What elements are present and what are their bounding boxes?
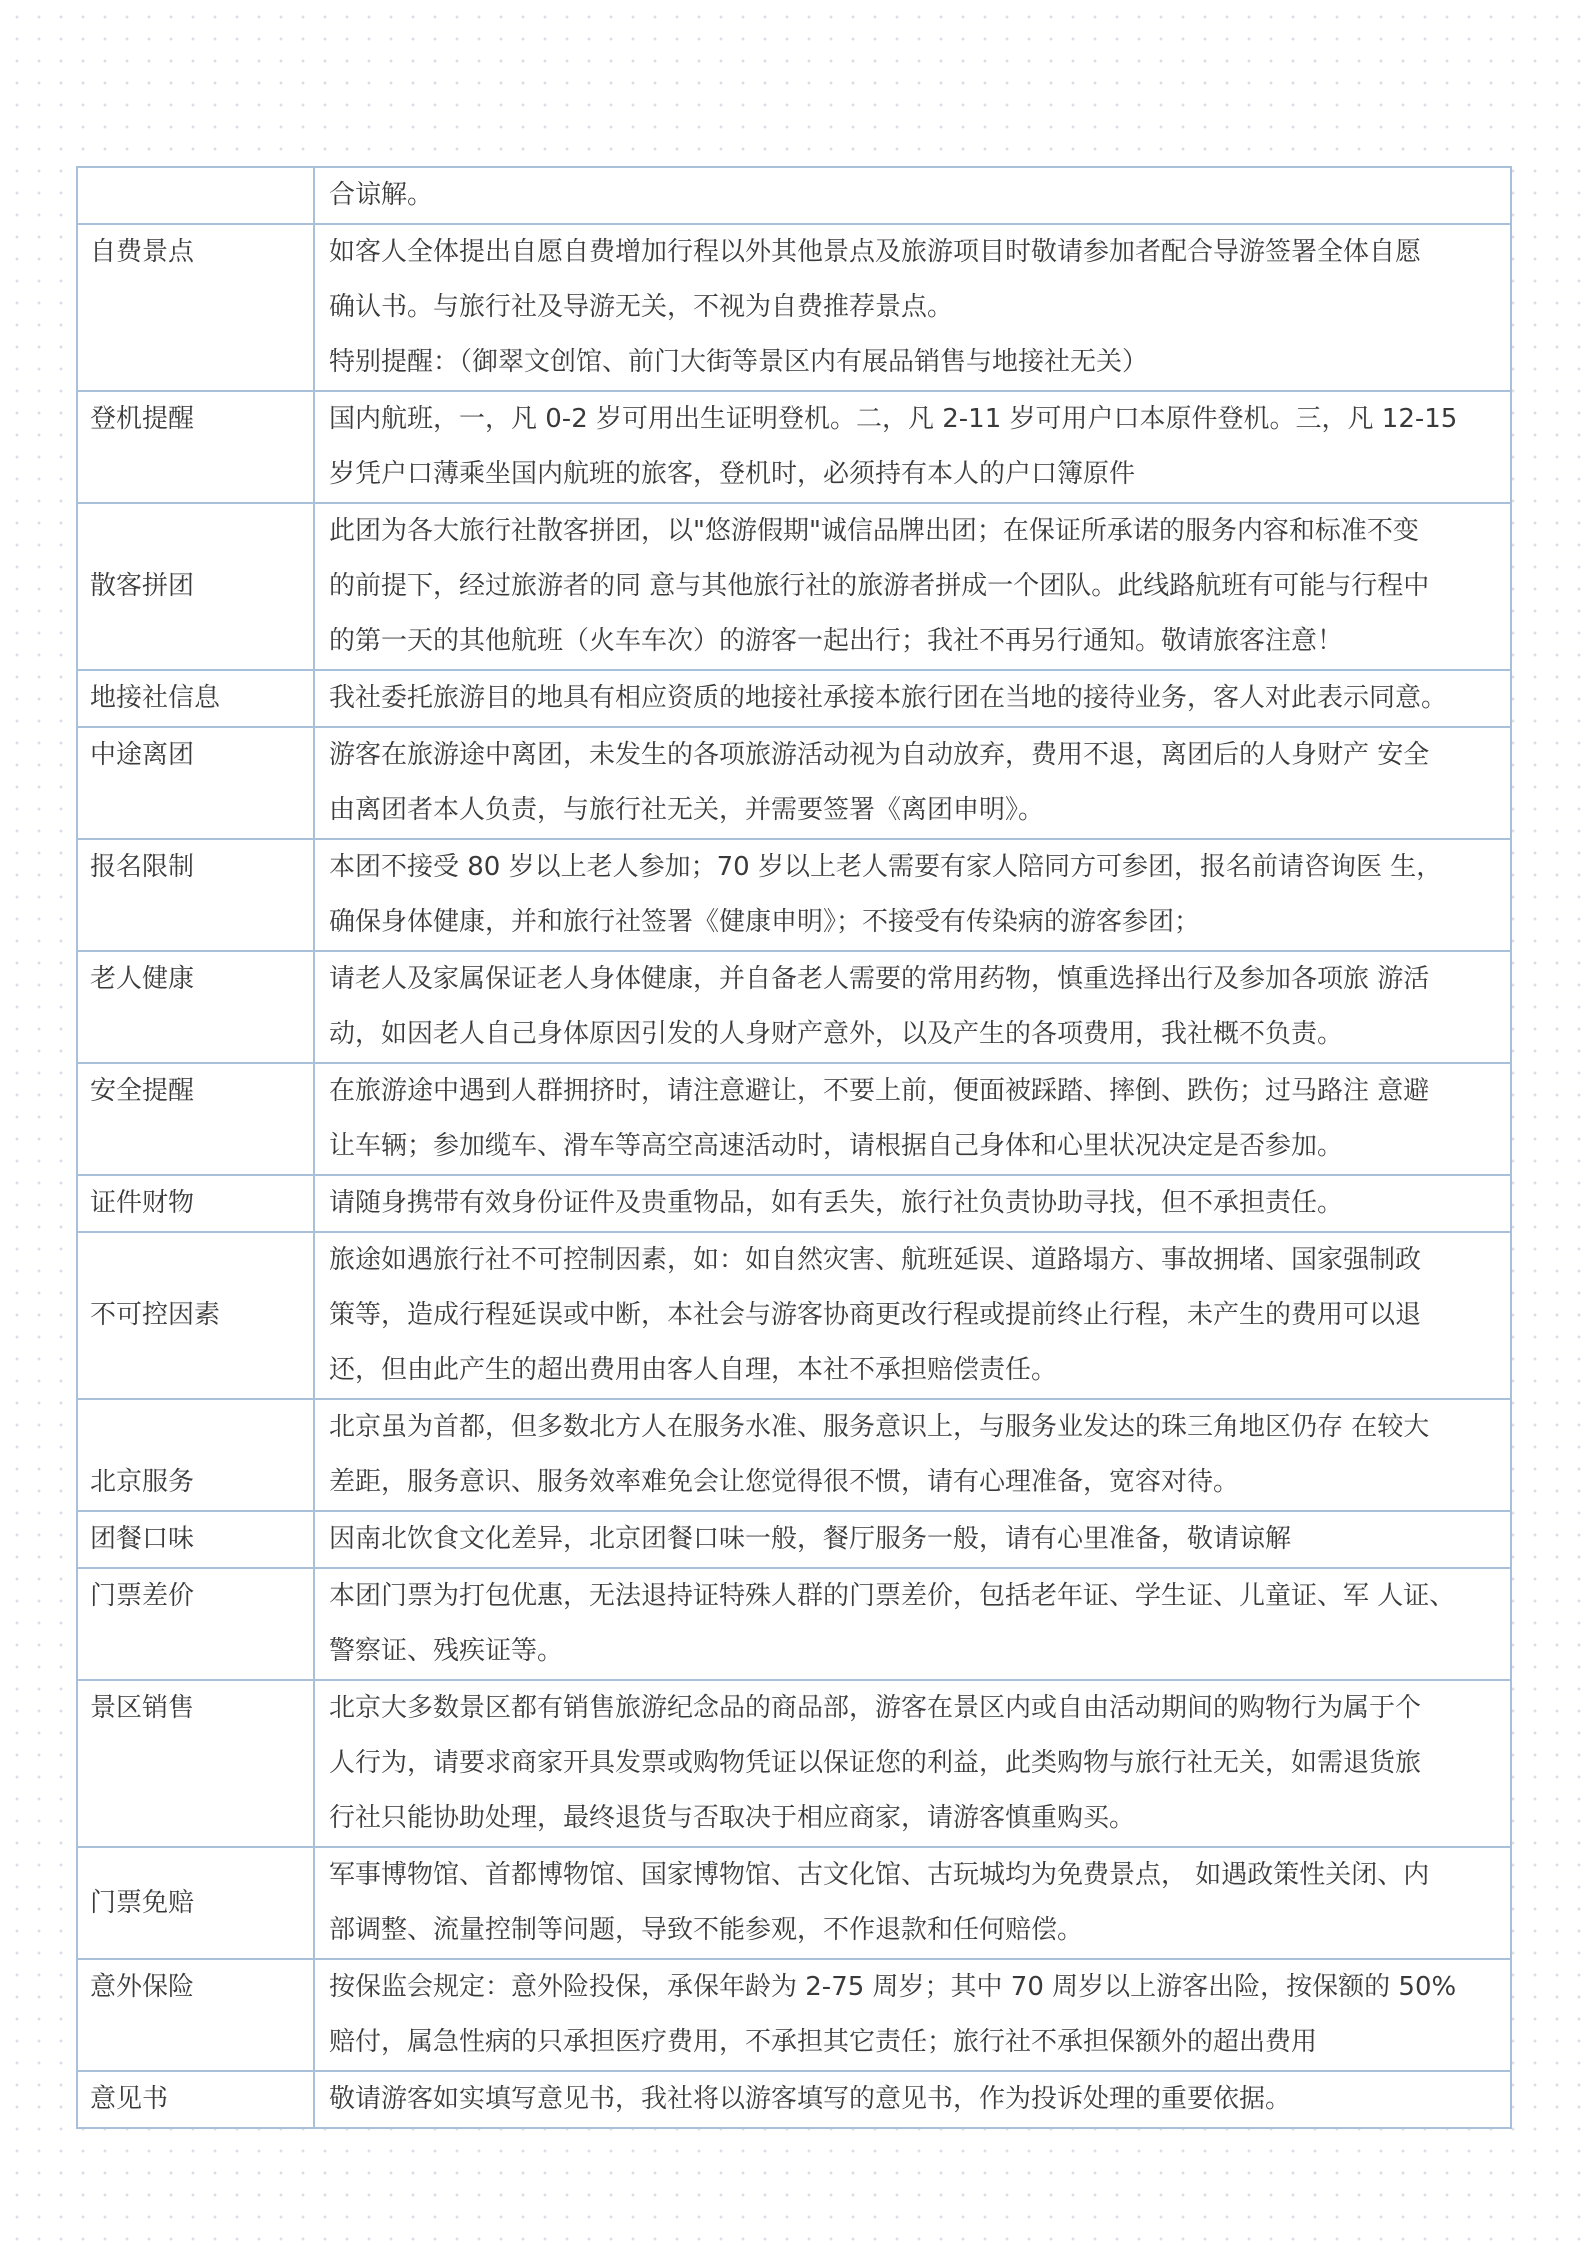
- table-body: [77, 167, 1511, 2128]
- travel-notes-table: [76, 166, 1512, 2129]
- content-line: 请老人及家属保证老人身体健康，并自备老人需要的常用药物，慎重选择出行及参加各项旅 游活: [329, 964, 1430, 994]
- table-row: [77, 391, 1511, 503]
- row-label: 门票差价: [77, 1568, 314, 1680]
- row-label: 老人健康: [77, 951, 314, 1063]
- content-line: 策等，造成行程延误或中断，本社会与游客协商更改行程或提前终止行程，未产生的费用可以退: [329, 1300, 1422, 1330]
- row-content: [314, 839, 1511, 951]
- row-content: [314, 727, 1511, 839]
- row-label: 不可控因素: [77, 1232, 314, 1399]
- content-line: 我社委托旅游目的地具有相应资质的地接社承接本旅行团在当地的接待业务，客人对此表示同意。: [329, 683, 1448, 713]
- content-line: 北京虽为首都，但多数北方人在服务水准、服务意识上，与服务业发达的珠三角地区仍存 在较大: [329, 1412, 1430, 1442]
- row-label: 团餐口味: [77, 1511, 314, 1568]
- row-content: [314, 670, 1511, 727]
- content-line: 的前提下，经过旅游者的同 意与其他旅行社的旅游者拼成一个团队。此线路航班有可能与行程中: [329, 571, 1430, 601]
- row-label: 自费景点: [77, 224, 314, 391]
- table-row: [77, 951, 1511, 1063]
- content-line: 本团不接受 80 岁以上老人参加；70 岁以上老人需要有家人陪同方可参团，报名前请咨询医 生，: [329, 852, 1443, 882]
- row-content: [314, 2071, 1511, 2128]
- row-content: [314, 1847, 1511, 1959]
- content-line: 确认书。与旅行社及导游无关，不视为自费推荐景点。: [329, 292, 954, 322]
- row-content: [314, 1511, 1511, 1568]
- content-line: 让车辆；参加缆车、滑车等高空高速活动时，请根据自己身体和心里状况决定是否参加。: [329, 1131, 1344, 1161]
- content-line: 由离团者本人负责，与旅行社无关，并需要签署《离团申明》。: [329, 795, 1045, 825]
- content-line: 在旅游途中遇到人群拥挤时，请注意避让，不要上前，便面被踩踏、摔倒、跌伤；过马路注 意避: [329, 1076, 1430, 1106]
- content-line: 人行为，请要求商家开具发票或购物凭证以保证您的利益，此类购物与旅行社无关，如需退货旅: [329, 1748, 1422, 1778]
- row-label: 证件财物: [77, 1175, 314, 1232]
- content-line: 部调整、流量控制等问题，导致不能参观，不作退款和任何赔偿。: [329, 1915, 1084, 1945]
- content-line: 警察证、残疾证等。: [329, 1636, 564, 1666]
- content-line: 请随身携带有效身份证件及贵重物品，如有丢失，旅行社负责协助寻找，但不承担责任。: [329, 1188, 1344, 1218]
- content-line: 合谅解。: [329, 180, 434, 210]
- content-line: 特别提醒：（御翠文创馆、前门大街等景区内有展品销售与地接社无关）: [329, 347, 1149, 377]
- row-content: [314, 503, 1511, 670]
- content-line: 岁凭户口薄乘坐国内航班的旅客，登机时，必须持有本人的户口簿原件: [329, 459, 1136, 489]
- table-row: [77, 1847, 1511, 1959]
- content-line: 差距，服务意识、服务效率难免会让您觉得很不惯，请有心理准备，宽容对待。: [329, 1467, 1240, 1497]
- row-content: [314, 1399, 1511, 1511]
- content-line: 还，但由此产生的超出费用由客人自理，本社不承担赔偿责任。: [329, 1355, 1058, 1385]
- row-label: 报名限制: [77, 839, 314, 951]
- table-row: [77, 839, 1511, 951]
- table-row: [77, 670, 1511, 727]
- row-content: [314, 391, 1511, 503]
- content-line: 国内航班，一，凡 0-2 岁可用出生证明登机。二，凡 2-11 岁可用户口本原件登机。三，凡 12-15: [329, 404, 1458, 434]
- table-row: [77, 1680, 1511, 1847]
- row-label: 北京服务: [77, 1399, 314, 1511]
- row-label: 意见书: [77, 2071, 314, 2128]
- content-line: 如客人全体提出自愿自费增加行程以外其他景点及旅游项目时敬请参加者配合导游签署全体自愿: [329, 237, 1422, 267]
- row-label: 意外保险: [77, 1959, 314, 2071]
- content-line: 旅途如遇旅行社不可控制因素，如：如自然灾害、航班延误、道路塌方、事故拥堵、国家强制政: [329, 1245, 1422, 1275]
- content-line: 因南北饮食文化差异，北京团餐口味一般，餐厅服务一般，请有心里准备，敬请谅解: [329, 1524, 1292, 1554]
- row-label: [77, 167, 314, 224]
- content-line: 敬请游客如实填写意见书，我社将以游客填写的意见书，作为投诉处理的重要依据。: [329, 2084, 1292, 2114]
- content-line: 本团门票为打包优惠，无法退持证特殊人群的门票差价，包括老年证、学生证、儿童证、军 人证、: [329, 1581, 1456, 1611]
- row-label: 安全提醒: [77, 1063, 314, 1175]
- row-content: [314, 1680, 1511, 1847]
- row-label: 中途离团: [77, 727, 314, 839]
- content-line: 军事博物馆、首都博物馆、国家博物馆、古文化馆、古玩城均为免费景点， 如遇政策性关闭、内: [329, 1860, 1430, 1890]
- content-line: 按保监会规定：意外险投保，承保年龄为 2-75 周岁；其中 70 周岁以上游客出险，按保额的 50%: [329, 1972, 1457, 2002]
- row-content: [314, 1568, 1511, 1680]
- row-content: [314, 951, 1511, 1063]
- row-label: 散客拼团: [77, 503, 314, 670]
- table-row: [77, 1175, 1511, 1232]
- table-row: [77, 727, 1511, 839]
- row-label: 登机提醒: [77, 391, 314, 503]
- table-row: [77, 503, 1511, 670]
- row-label: 景区销售: [77, 1680, 314, 1847]
- row-content: [314, 167, 1511, 224]
- table-row: [77, 1232, 1511, 1399]
- content-line: 确保身体健康，并和旅行社签署《健康申明》；不接受有传染病的游客参团；: [329, 907, 1201, 937]
- content-line: 的第一天的其他航班（火车车次）的游客一起出行；我社不再另行通知。敬请旅客注意！: [329, 626, 1344, 656]
- content-line: 赔付，属急性病的只承担医疗费用，不承担其它责任；旅行社不承担保额外的超出费用: [329, 2027, 1318, 2057]
- table-row: [77, 1399, 1511, 1511]
- table-row: [77, 2071, 1511, 2128]
- table-row: [77, 167, 1511, 224]
- row-content: [314, 1959, 1511, 2071]
- table-row: [77, 1511, 1511, 1568]
- content-line: 游客在旅游途中离团，未发生的各项旅游活动视为自动放弃，费用不退，离团后的人身财产 安全: [329, 740, 1430, 770]
- content-line: 此团为各大旅行社散客拼团，以"悠游假期"诚信品牌出团；在保证所承诺的服务内容和标准不变: [329, 516, 1419, 546]
- row-label: 门票免赔: [77, 1847, 314, 1959]
- content-line: 北京大多数景区都有销售旅游纪念品的商品部，游客在景区内或自由活动期间的购物行为属于个: [329, 1693, 1422, 1723]
- row-content: [314, 1063, 1511, 1175]
- row-content: [314, 1232, 1511, 1399]
- row-content: [314, 224, 1511, 391]
- content-line: 行社只能协助处理，最终退货与否取决于相应商家，请游客慎重购买。: [329, 1803, 1136, 1833]
- content-line: 动，如因老人自己身体原因引发的人身财产意外，以及产生的各项费用，我社概不负责。: [329, 1019, 1344, 1049]
- table-row: [77, 1959, 1511, 2071]
- table-row: [77, 224, 1511, 391]
- row-content: [314, 1175, 1511, 1232]
- table-row: [77, 1063, 1511, 1175]
- table-row: [77, 1568, 1511, 1680]
- row-label: 地接社信息: [77, 670, 314, 727]
